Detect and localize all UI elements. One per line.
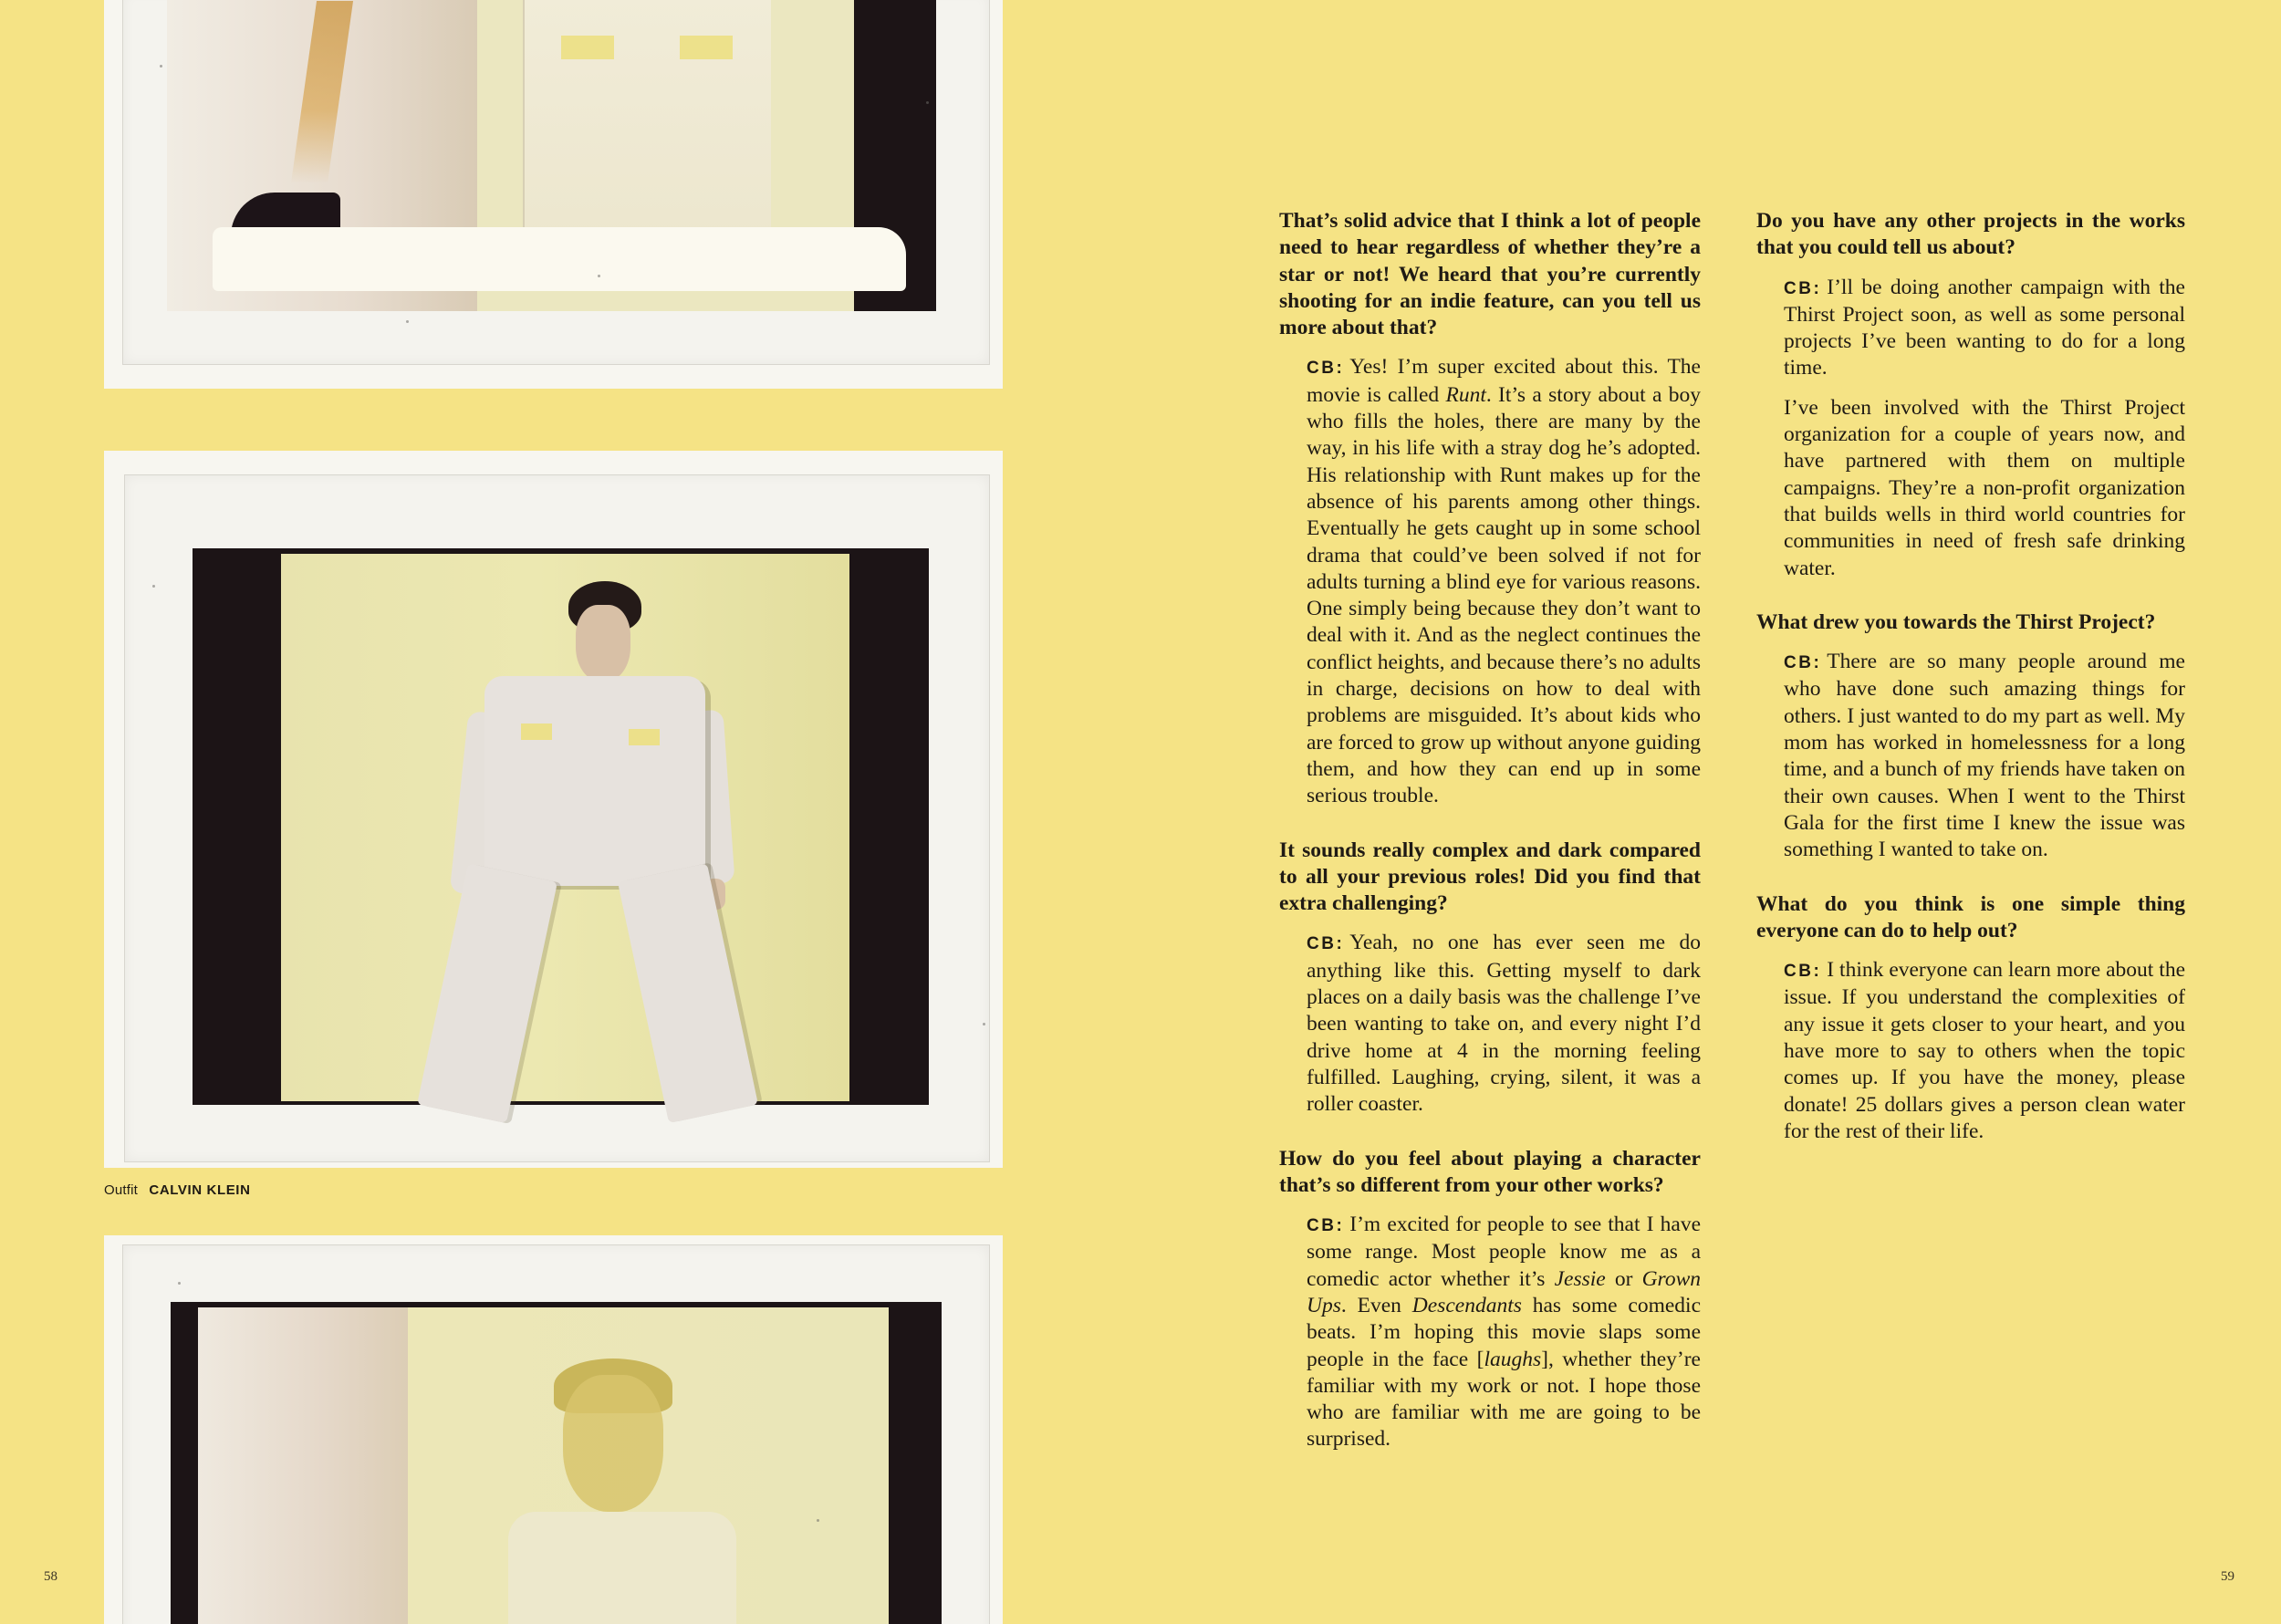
light-leak xyxy=(198,1307,408,1624)
qa-block xyxy=(1756,609,2185,864)
interview-question: Do you have any other projects in the works that you could tell us about? xyxy=(1756,209,2185,260)
speck xyxy=(152,585,155,588)
polaroid-image xyxy=(167,0,936,311)
qa-block xyxy=(1756,208,2185,582)
speck xyxy=(817,1519,819,1522)
polaroid-image xyxy=(193,548,929,1105)
answer-text: I’m excited for people to see that I have some range. Most people know me as a comedic actor whether it’s xyxy=(1307,1213,1701,1291)
interview-answer xyxy=(1784,275,2185,582)
film-title: Runt xyxy=(1445,382,1486,407)
text-column-2 xyxy=(1756,208,2185,1172)
speck xyxy=(926,101,929,104)
film-burn-light xyxy=(213,227,906,291)
model-leg xyxy=(618,863,758,1123)
interview-answer xyxy=(1307,930,1701,1118)
answer-text: Yes! I’m super excited about this. The movie is called xyxy=(1307,355,1701,407)
film-title: Descendants xyxy=(1411,1293,1522,1317)
credit-brand: CALVIN KLEIN xyxy=(149,1182,251,1198)
polaroid-card xyxy=(124,474,990,1162)
qa-block xyxy=(1279,838,1701,1119)
aside-text: laughs xyxy=(1484,1347,1542,1371)
answer-text: . It’s a story about a boy who fills the holes, there are many by the way, in his life with a stray dog he’s adopted. His relationship with Runt makes up for the absence of his parents among other things. Eventually he gets caught up in some school drama that could’ve been solved if not for adults turning a blind eye for various reasons. One simply being because they don’t want to deal with it. And as the neglect continues the conflict heights, and because there’s no adults in charge, decisions on how to deal with problems are misguided. It’s about kids who are forced to grow up without anyone guiding them, and how they can end up in some serious trouble. xyxy=(1307,382,1701,808)
credit-label: Outfit xyxy=(104,1182,139,1198)
model-figure xyxy=(193,548,929,1105)
model-leg xyxy=(417,863,557,1123)
answer-text: Yeah, no one has ever seen me do anything like this. Getting myself to dark places on a daily basis was the challenge I’ve been wanting to take on, and every night I’d drive home at 4 in the morning feeling fulfilled. Laughing, crying, silent, it was a roller coaster. xyxy=(1307,931,1701,1117)
answer-text: has some comedic beats. I’m hoping this movie slaps some people in the face [ xyxy=(1307,1293,1702,1371)
speaker-tag: CB: xyxy=(1307,934,1345,954)
page-number-right: 59 xyxy=(2221,1569,2234,1584)
speaker-tag: CB: xyxy=(1307,1216,1345,1236)
speaker-tag: CB: xyxy=(1307,359,1345,379)
page-number-left: 58 xyxy=(44,1569,57,1584)
interview-question: What do you think is one simple thing everyone can do to help out? xyxy=(1756,891,2185,942)
polaroid-photo-top xyxy=(104,0,1003,389)
interview-answer xyxy=(1307,354,1701,809)
qa-block xyxy=(1279,1146,1701,1453)
model-jacket xyxy=(484,676,705,886)
speck xyxy=(178,1282,181,1285)
jacket-pocket xyxy=(629,729,660,745)
shirt-pocket xyxy=(561,36,614,59)
answer-text: ], whether they’re familiar with my work or not. I hope those who are familiar with me are going to be surprised. xyxy=(1307,1347,1701,1452)
model-shirt xyxy=(508,1512,736,1624)
answer-text: There are so many people around me who have done such amazing things for others. I just wanted to do my part as well. My mom has worked in homelessness for a long time, and a bunch of my friends have taken on their own causes. When I went to the Thirst Gala for the first time I knew the issue was something I wanted to take on. xyxy=(1784,650,2185,862)
interview-question: That’s solid advice that I think a lot of people need to hear regardless of whether they’re a star or not! We heard that you’re currently shooting for an indie feature, can you tell us more about that? xyxy=(1279,209,1701,340)
answer-text: . Even xyxy=(1340,1293,1412,1317)
speck xyxy=(406,320,409,323)
shirt-detail xyxy=(523,0,771,265)
interview-question: What drew you towards the Thirst Project? xyxy=(1756,609,2156,634)
show-title: Jessie xyxy=(1554,1266,1606,1291)
answer-text: or xyxy=(1605,1266,1642,1291)
speaker-tag: CB: xyxy=(1784,278,1822,298)
speaker-tag: CB: xyxy=(1784,653,1822,673)
interview-question: It sounds really complex and dark compared to all your previous roles! Did you find that extra challenging? xyxy=(1279,838,1701,916)
text-column-1 xyxy=(1279,208,1701,1481)
model-face xyxy=(576,605,630,682)
polaroid-photo-bottom xyxy=(104,1235,1003,1624)
answer-text: I’ll be doing another campaign with the Thirst Project soon, as well as some personal projects I’ve been wanting to do for a long time. xyxy=(1784,275,2185,380)
interview-answer xyxy=(1784,649,2185,863)
polaroid-image xyxy=(171,1302,942,1624)
polaroid-card xyxy=(122,1244,990,1624)
jacket-pocket xyxy=(521,724,552,740)
film-title: Grown Ups xyxy=(1307,1266,1701,1317)
photo-credit xyxy=(104,1182,251,1198)
qa-block xyxy=(1279,208,1701,810)
speck xyxy=(598,275,600,277)
speaker-tag: CB: xyxy=(1784,962,1822,982)
model-face xyxy=(563,1375,663,1512)
interview-question: How do you feel about playing a character that’s so different from your other works? xyxy=(1279,1146,1701,1197)
interview-answer xyxy=(1307,1212,1701,1453)
speck xyxy=(160,65,162,68)
speck xyxy=(983,1023,985,1025)
qa-block xyxy=(1756,891,2185,1146)
polaroid-card xyxy=(122,0,990,365)
answer-text: I think everyone can learn more about the issue. If you understand the complexities of any issue it gets closer to your heart, and you have more to say to others when the topic comes up. If you have the money, please donate! 25 dollars gives a person clean water for the rest of their life. xyxy=(1784,958,2185,1143)
polaroid-photo-portrait xyxy=(104,451,1003,1168)
shirt-pocket xyxy=(680,36,733,59)
interview-answer xyxy=(1784,957,2185,1145)
answer-paragraph: I’ve been involved with the Thirst Project organization for a couple of years now, and have partnered with them on multiple campaigns. They’re a non-profit organization that builds wells in third world countries for communities in need of fresh safe drinking water. xyxy=(1784,395,2185,580)
